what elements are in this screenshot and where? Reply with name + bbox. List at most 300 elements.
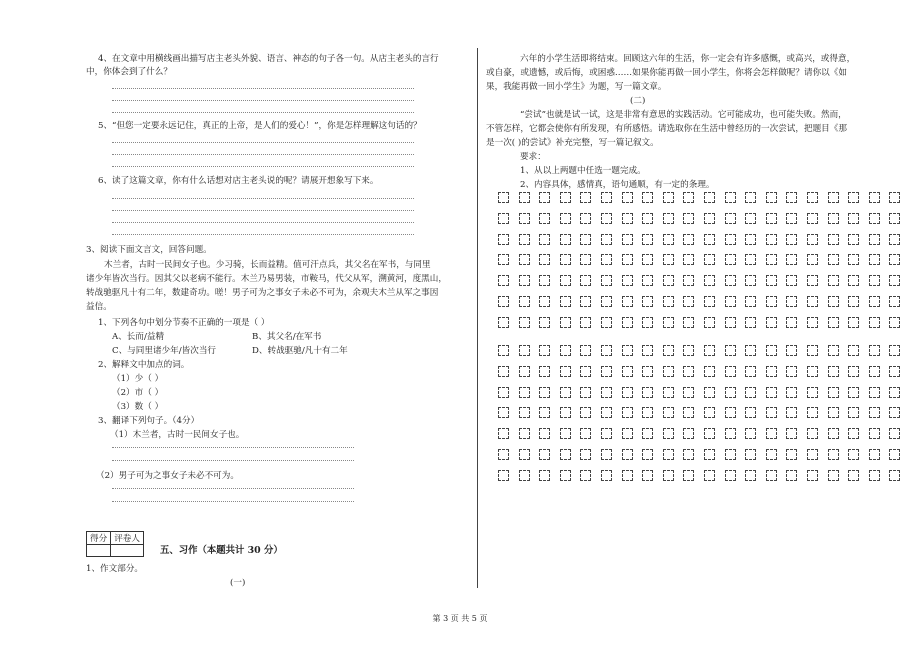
grid-cell[interactable] [786, 254, 797, 265]
grid-cell[interactable] [725, 407, 736, 418]
grid-cell[interactable] [519, 234, 530, 245]
grid-cell[interactable] [786, 345, 797, 356]
option-d: D、转战驱驰/凡十有二年 [252, 346, 348, 356]
grid-cell[interactable] [828, 213, 839, 224]
grid-cell[interactable] [642, 449, 653, 460]
grid-cell[interactable] [580, 275, 591, 286]
grid-cell[interactable] [745, 345, 756, 356]
grid-cell[interactable] [848, 234, 859, 245]
grid-cell[interactable] [848, 407, 859, 418]
grid-cell[interactable] [745, 213, 756, 224]
grid-cell[interactable] [622, 470, 633, 481]
grid-cell[interactable] [807, 407, 818, 418]
grid-cell[interactable] [580, 366, 591, 377]
grid-cell[interactable] [622, 345, 633, 356]
grid-cell[interactable] [828, 470, 839, 481]
grid-cell[interactable] [786, 387, 797, 398]
grid-cell[interactable] [601, 449, 612, 460]
grid-cell[interactable] [683, 234, 694, 245]
grid-cell[interactable] [828, 296, 839, 307]
grid-cell[interactable] [601, 387, 612, 398]
grid-cell[interactable] [560, 234, 571, 245]
grid-cell[interactable] [828, 345, 839, 356]
grid-cell[interactable] [704, 345, 715, 356]
grid-cell[interactable] [539, 317, 550, 328]
grid-cell[interactable] [704, 254, 715, 265]
grid-cell[interactable] [828, 254, 839, 265]
grid-cell[interactable] [725, 345, 736, 356]
grid-cell[interactable] [786, 192, 797, 203]
grid-cell[interactable] [560, 407, 571, 418]
grid-cell[interactable] [889, 366, 900, 377]
grid-cell[interactable] [539, 345, 550, 356]
answer-line[interactable] [112, 447, 354, 448]
grid-cell[interactable] [725, 275, 736, 286]
answer-line[interactable] [112, 222, 414, 223]
grid-cell[interactable] [601, 345, 612, 356]
grid-cell[interactable] [601, 470, 612, 481]
grid-cell[interactable] [786, 213, 797, 224]
grid-cell[interactable] [560, 192, 571, 203]
grid-cell[interactable] [519, 345, 530, 356]
grid-cell[interactable] [601, 275, 612, 286]
answer-line[interactable] [112, 154, 414, 155]
grid-cell[interactable] [889, 213, 900, 224]
answer-line[interactable] [112, 112, 414, 113]
grid-cell[interactable] [889, 345, 900, 356]
grid-cell[interactable] [498, 366, 509, 377]
grid-cell[interactable] [889, 192, 900, 203]
grid-cell[interactable] [745, 275, 756, 286]
grid-cell[interactable] [807, 234, 818, 245]
grid-cell[interactable] [580, 345, 591, 356]
grid-cell[interactable] [745, 192, 756, 203]
grid-cell[interactable] [683, 254, 694, 265]
grid-cell[interactable] [869, 317, 880, 328]
grid-cell[interactable] [560, 213, 571, 224]
grid-cell[interactable] [704, 317, 715, 328]
grid-cell[interactable] [560, 254, 571, 265]
grid-cell[interactable] [663, 470, 674, 481]
grid-cell[interactable] [601, 234, 612, 245]
grid-cell[interactable] [725, 254, 736, 265]
grid-cell[interactable] [539, 449, 550, 460]
grid-cell[interactable] [519, 296, 530, 307]
grid-cell[interactable] [601, 317, 612, 328]
grid-cell[interactable] [580, 192, 591, 203]
grid-cell[interactable] [704, 296, 715, 307]
grid-cell[interactable] [622, 428, 633, 439]
grid-cell[interactable] [498, 192, 509, 203]
grid-cell[interactable] [519, 428, 530, 439]
grid-cell[interactable] [807, 470, 818, 481]
grid-cell[interactable] [807, 192, 818, 203]
grid-cell[interactable] [828, 449, 839, 460]
grid-cell[interactable] [786, 275, 797, 286]
grid-cell[interactable] [498, 407, 509, 418]
grid-cell[interactable] [560, 275, 571, 286]
grid-cell[interactable] [642, 366, 653, 377]
grid-cell[interactable] [663, 275, 674, 286]
question-4-cont: 中，你体会到了什么？ [86, 67, 172, 77]
grid-cell[interactable] [642, 296, 653, 307]
grader-cell[interactable] [111, 545, 144, 557]
grid-cell[interactable] [869, 366, 880, 377]
grid-cell[interactable] [642, 317, 653, 328]
grid-cell[interactable] [786, 234, 797, 245]
grid-cell[interactable] [601, 366, 612, 377]
grid-cell[interactable] [560, 345, 571, 356]
grid-cell[interactable] [683, 449, 694, 460]
grid-cell[interactable] [519, 387, 530, 398]
grid-cell[interactable] [580, 296, 591, 307]
grid-cell[interactable] [828, 407, 839, 418]
grid-cell[interactable] [498, 317, 509, 328]
grid-cell[interactable] [622, 254, 633, 265]
grid-cell[interactable] [519, 449, 530, 460]
grid-cell[interactable] [539, 254, 550, 265]
try-line: “尝试”也就是试一试，这是非常有意思的实践活动。它可能成功，也可能失败。然而， [520, 110, 847, 120]
grid-cell[interactable] [642, 345, 653, 356]
grid-cell[interactable] [766, 234, 777, 245]
grid-cell[interactable] [704, 213, 715, 224]
grid-cell[interactable] [745, 254, 756, 265]
grid-cell[interactable] [848, 192, 859, 203]
grid-cell[interactable] [869, 387, 880, 398]
grid-cell[interactable] [601, 254, 612, 265]
grid-cell[interactable] [622, 407, 633, 418]
grid-cell[interactable] [745, 317, 756, 328]
grid-cell[interactable] [848, 296, 859, 307]
grid-cell[interactable] [601, 192, 612, 203]
grid-cell[interactable] [786, 428, 797, 439]
grid-cell[interactable] [869, 428, 880, 439]
grid-cell[interactable] [766, 345, 777, 356]
grid-cell[interactable] [786, 449, 797, 460]
answer-line[interactable] [112, 501, 354, 502]
grid-cell[interactable] [642, 407, 653, 418]
grid-cell[interactable] [745, 296, 756, 307]
grid-cell[interactable] [766, 254, 777, 265]
grid-cell[interactable] [869, 275, 880, 286]
grid-cell[interactable] [580, 213, 591, 224]
grid-cell[interactable] [889, 387, 900, 398]
grid-cell[interactable] [807, 254, 818, 265]
grid-cell[interactable] [622, 213, 633, 224]
grid-cell[interactable] [807, 345, 818, 356]
grid-cell[interactable] [622, 234, 633, 245]
grid-cell[interactable] [807, 428, 818, 439]
grid-cell[interactable] [766, 470, 777, 481]
grid-cell[interactable] [560, 387, 571, 398]
grid-cell[interactable] [766, 407, 777, 418]
grid-cell[interactable] [683, 275, 694, 286]
grid-cell[interactable] [745, 428, 756, 439]
grid-cell[interactable] [622, 317, 633, 328]
answer-line[interactable] [112, 210, 414, 211]
grid-cell[interactable] [869, 234, 880, 245]
grid-cell[interactable] [683, 387, 694, 398]
grid-cell[interactable] [498, 428, 509, 439]
grid-cell[interactable] [539, 275, 550, 286]
grid-cell[interactable] [889, 449, 900, 460]
grid-cell[interactable] [560, 366, 571, 377]
grid-cell[interactable] [683, 407, 694, 418]
answer-line[interactable] [112, 88, 414, 89]
grid-cell[interactable] [766, 366, 777, 377]
grid-cell[interactable] [889, 470, 900, 481]
grid-cell[interactable] [766, 428, 777, 439]
grid-cell[interactable] [580, 449, 591, 460]
grid-cell[interactable] [704, 449, 715, 460]
answer-line[interactable] [112, 142, 414, 143]
grid-cell[interactable] [519, 407, 530, 418]
grid-cell[interactable] [580, 254, 591, 265]
grid-cell[interactable] [642, 275, 653, 286]
grid-cell[interactable] [663, 407, 674, 418]
grid-cell[interactable] [498, 213, 509, 224]
grid-cell[interactable] [498, 296, 509, 307]
grid-cell[interactable] [580, 470, 591, 481]
grid-cell[interactable] [498, 234, 509, 245]
grid-cell[interactable] [766, 296, 777, 307]
grid-cell[interactable] [745, 234, 756, 245]
grid-cell[interactable] [683, 366, 694, 377]
grid-cell[interactable] [560, 428, 571, 439]
grid-cell[interactable] [807, 449, 818, 460]
grid-cell[interactable] [869, 296, 880, 307]
answer-line[interactable] [112, 166, 414, 167]
grid-cell[interactable] [580, 407, 591, 418]
grid-cell[interactable] [725, 449, 736, 460]
grid-cell[interactable] [766, 387, 777, 398]
grid-cell[interactable] [889, 296, 900, 307]
grid-cell[interactable] [869, 192, 880, 203]
grid-cell[interactable] [601, 407, 612, 418]
grid-cell[interactable] [848, 470, 859, 481]
grid-cell[interactable] [539, 192, 550, 203]
answer-line[interactable] [112, 198, 414, 199]
grid-cell[interactable] [642, 192, 653, 203]
grid-cell[interactable] [828, 275, 839, 286]
grid-cell[interactable] [869, 470, 880, 481]
grid-cell[interactable] [580, 234, 591, 245]
grid-cell[interactable] [828, 317, 839, 328]
grid-cell[interactable] [848, 366, 859, 377]
grid-cell[interactable] [704, 234, 715, 245]
grid-cell[interactable] [622, 449, 633, 460]
grid-cell[interactable] [786, 407, 797, 418]
grid-cell[interactable] [745, 387, 756, 398]
grid-cell[interactable] [622, 275, 633, 286]
grid-cell[interactable] [869, 407, 880, 418]
grid-cell[interactable] [725, 296, 736, 307]
grid-cell[interactable] [828, 387, 839, 398]
grid-cell[interactable] [889, 317, 900, 328]
grid-cell[interactable] [766, 192, 777, 203]
grid-cell[interactable] [539, 234, 550, 245]
grid-cell[interactable] [580, 387, 591, 398]
grid-cell[interactable] [869, 345, 880, 356]
grid-cell[interactable] [704, 192, 715, 203]
grid-cell[interactable] [519, 470, 530, 481]
grid-cell[interactable] [869, 213, 880, 224]
grid-cell[interactable] [766, 213, 777, 224]
grid-cell[interactable] [786, 317, 797, 328]
grid-cell[interactable] [663, 449, 674, 460]
grid-cell[interactable] [498, 470, 509, 481]
grid-cell[interactable] [642, 234, 653, 245]
grid-cell[interactable] [766, 317, 777, 328]
grid-cell[interactable] [539, 470, 550, 481]
grid-cell[interactable] [683, 317, 694, 328]
grid-cell[interactable] [848, 428, 859, 439]
grid-cell[interactable] [828, 192, 839, 203]
grid-cell[interactable] [663, 254, 674, 265]
grid-cell[interactable] [580, 317, 591, 328]
composition-part: 1、作文部分。 [86, 564, 144, 574]
grid-cell[interactable] [889, 407, 900, 418]
grid-cell[interactable] [766, 449, 777, 460]
grid-cell[interactable] [519, 317, 530, 328]
grid-cell[interactable] [807, 366, 818, 377]
grid-cell[interactable] [848, 317, 859, 328]
grid-cell[interactable] [560, 449, 571, 460]
grid-cell[interactable] [807, 296, 818, 307]
grid-cell[interactable] [683, 428, 694, 439]
grid-cell[interactable] [828, 234, 839, 245]
grid-cell[interactable] [519, 275, 530, 286]
grid-cell[interactable] [725, 387, 736, 398]
answer-line[interactable] [112, 234, 414, 235]
grid-cell[interactable] [807, 213, 818, 224]
grid-cell[interactable] [683, 192, 694, 203]
grid-cell[interactable] [725, 234, 736, 245]
grid-cell[interactable] [889, 428, 900, 439]
grid-cell[interactable] [519, 213, 530, 224]
grid-cell[interactable] [704, 387, 715, 398]
grid-cell[interactable] [725, 317, 736, 328]
grid-cell[interactable] [725, 366, 736, 377]
grid-cell[interactable] [498, 254, 509, 265]
grid-cell[interactable] [704, 407, 715, 418]
grid-cell[interactable] [745, 407, 756, 418]
grid-cell[interactable] [807, 317, 818, 328]
grid-cell[interactable] [539, 213, 550, 224]
grid-cell[interactable] [663, 317, 674, 328]
grid-cell[interactable] [560, 296, 571, 307]
grid-cell[interactable] [498, 345, 509, 356]
grid-cell[interactable] [828, 428, 839, 439]
grid-cell[interactable] [663, 345, 674, 356]
grid-cell[interactable] [539, 296, 550, 307]
grid-cell[interactable] [683, 213, 694, 224]
grid-cell[interactable] [498, 449, 509, 460]
grid-cell[interactable] [539, 366, 550, 377]
grid-cell[interactable] [828, 366, 839, 377]
grid-cell[interactable] [848, 275, 859, 286]
answer-line[interactable] [112, 488, 354, 489]
grid-cell[interactable] [663, 387, 674, 398]
grid-cell[interactable] [786, 296, 797, 307]
grid-cell[interactable] [560, 470, 571, 481]
grid-cell[interactable] [889, 234, 900, 245]
grid-cell[interactable] [889, 254, 900, 265]
grid-cell[interactable] [560, 317, 571, 328]
grid-cell[interactable] [642, 254, 653, 265]
grid-cell[interactable] [869, 254, 880, 265]
grid-cell[interactable] [848, 254, 859, 265]
grid-cell[interactable] [539, 407, 550, 418]
grid-cell[interactable] [704, 366, 715, 377]
grid-cell[interactable] [807, 387, 818, 398]
grid-cell[interactable] [786, 366, 797, 377]
grid-cell[interactable] [601, 428, 612, 439]
grid-cell[interactable] [663, 234, 674, 245]
grid-cell[interactable] [622, 387, 633, 398]
grid-cell[interactable] [642, 387, 653, 398]
grid-cell[interactable] [642, 213, 653, 224]
grid-cell[interactable] [519, 192, 530, 203]
grid-cell[interactable] [704, 470, 715, 481]
grid-cell[interactable] [642, 470, 653, 481]
grid-cell[interactable] [663, 366, 674, 377]
answer-line[interactable] [112, 100, 414, 101]
grid-cell[interactable] [869, 449, 880, 460]
grid-cell[interactable] [745, 366, 756, 377]
grid-cell[interactable] [725, 192, 736, 203]
grid-cell[interactable] [601, 296, 612, 307]
grid-cell[interactable] [539, 428, 550, 439]
grid-cell[interactable] [663, 192, 674, 203]
grid-cell[interactable] [848, 449, 859, 460]
grid-cell[interactable] [622, 296, 633, 307]
grid-cell[interactable] [683, 345, 694, 356]
grid-cell[interactable] [498, 275, 509, 286]
grid-cell[interactable] [848, 213, 859, 224]
grid-cell[interactable] [642, 428, 653, 439]
grid-cell[interactable] [889, 275, 900, 286]
grid-cell[interactable] [663, 296, 674, 307]
grid-cell[interactable] [725, 213, 736, 224]
grid-cell[interactable] [663, 213, 674, 224]
grid-cell[interactable] [807, 275, 818, 286]
grid-cell[interactable] [766, 275, 777, 286]
answer-line[interactable] [112, 460, 354, 461]
grid-cell[interactable] [519, 366, 530, 377]
grid-cell[interactable] [663, 428, 674, 439]
grid-cell[interactable] [786, 470, 797, 481]
grid-cell[interactable] [745, 449, 756, 460]
score-cell[interactable] [87, 545, 111, 557]
grid-cell[interactable] [725, 470, 736, 481]
grid-cell[interactable] [704, 428, 715, 439]
grid-cell[interactable] [683, 296, 694, 307]
grid-cell[interactable] [498, 387, 509, 398]
grid-cell[interactable] [622, 366, 633, 377]
grid-cell[interactable] [745, 470, 756, 481]
grid-cell[interactable] [519, 254, 530, 265]
grid-cell[interactable] [622, 192, 633, 203]
grid-cell[interactable] [704, 275, 715, 286]
grid-cell[interactable] [539, 387, 550, 398]
grid-cell[interactable] [601, 213, 612, 224]
grid-cell[interactable] [683, 470, 694, 481]
grid-cell[interactable] [580, 428, 591, 439]
grid-cell[interactable] [848, 387, 859, 398]
grid-cell[interactable] [848, 345, 859, 356]
grid-cell[interactable] [725, 428, 736, 439]
